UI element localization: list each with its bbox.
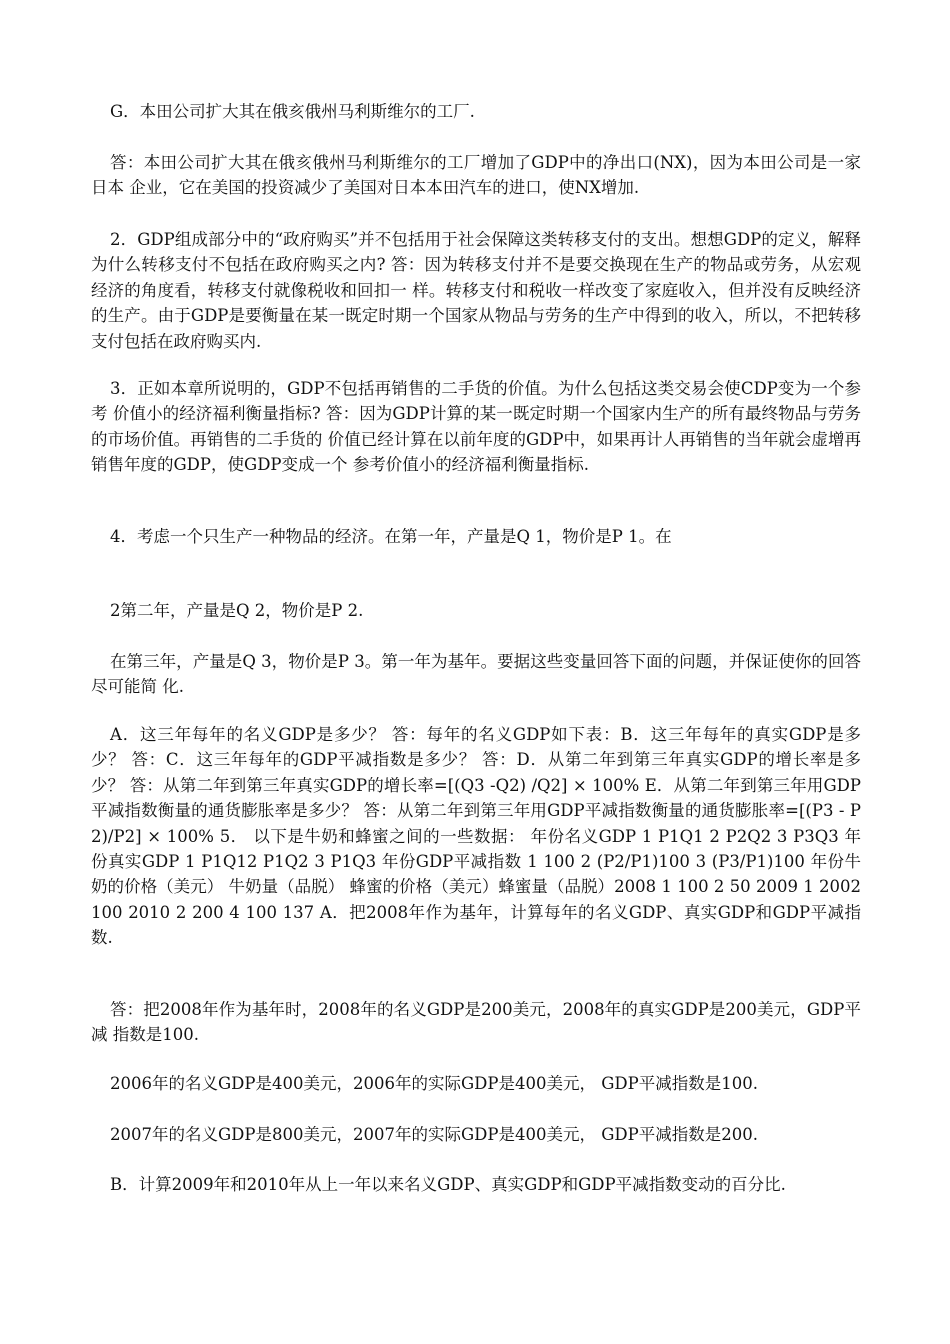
paragraph-answer-2008: 答：把2008年作为基年时，2008年的名义GDP是200美元，2008年的真实GDP是200美元，GDP平减 指数是100. bbox=[91, 1000, 861, 1045]
paragraph-parts-a-to-e-and-question-5: A．这三年每年的名义GDP是多少？ 答：每年的名义GDP如下表：B．这三年每年的真实GDP是多少？ 答：C．这三年每年的GDP平减指数是多少？ 答：D．从第二年到第三年真实GDP的增长率是多少？ 答：从第二年到第三年真实GDP的增长率=[(Q3 -Q2) /Q2] × 100% E．从第二年到第三年用GDP平减指数衡量的通货膨胀率是多少？ 答：从第二年到第三年用GDP平减指数衡量的通货膨胀率=[(P3 - P2)/P2] × 100% 5． 以下是牛奶和蜂蜜之间的一些数据： 年份名义GDP 1 P1Q1 2 P2Q2 3 P3Q3 年份真实GDP 1 P1Q12 P1Q2 3 P1Q3 年份GDP平减指数 1 100 2 (P2/P1)100 3 (P3/P1)100 年份牛奶的价格（美元） 牛奶量（品脱） 蜂蜜的价格（美元）蜂蜜量（品脱）2008 1 100 2 50 2009 1 2002 100 2010 2 200 4 100 137 A．把2008年作为基年，计算每年的名义GDP、真实GDP和GDP平减指数. bbox=[91, 725, 861, 948]
paragraph-question-3: 3．正如本章所说明的，GDP不包括再销售的二手货的价值。为什么包括这类交易会使CDP变为一个参考 价值小的经济福利衡量指标? 答：因为GDP计算的某一既定时期一个国家内生产的所有最终物品与劳务的市场价值。再销售的二手货的 价值已经计算在以前年度的GDP中，如果再计人再销售的当年就会虚增再销售年度的GDP，使GDP变成一个 参考价值小的经济福利衡量指标. bbox=[91, 379, 861, 475]
paragraph-answer-2007: 2007年的名义GDP是800美元，2007年的实际GDP是400美元， GDP平减指数是200. bbox=[110, 1125, 758, 1144]
paragraph-question-4: 4．考虑一个只生产一种物品的经济。在第一年，产量是Q 1，物价是P 1。在 bbox=[110, 527, 672, 546]
paragraph-answer-2006: 2006年的名义GDP是400美元，2006年的实际GDP是400美元， GDP平减指数是100. bbox=[110, 1074, 758, 1093]
paragraph-item-g: G．本田公司扩大其在俄亥俄州马利斯维尔的工厂. bbox=[110, 102, 475, 121]
paragraph-third-year: 在第三年，产量是Q 3，物价是P 3。第一年为基年。要据这些变量回答下面的问题，并保证使你的回答尽可能简 化. bbox=[91, 652, 861, 697]
paragraph-answer-item-g: 答：本田公司扩大其在俄亥俄州马利斯维尔的工厂增加了GDP中的净出口(NX)，因为本田公司是一家日本 企业，它在美国的投资减少了美国对日本本田汽车的进口，使NX增加. bbox=[91, 153, 861, 198]
paragraph-second-year: 2第二年，产量是Q 2，物价是P 2. bbox=[110, 601, 364, 620]
paragraph-question-2: 2．GDP组成部分中的“政府购买”并不包括用于社会保障这类转移支付的支出。想想GDP的定义，解释 为什么转移支付不包括在政府购买之内? 答：因为转移支付并不是要交换现在生产的物品或劳务，从宏观经济的角度看，转移支付就像税收和回扣一 样。转移支付和税收一样改变了家庭收入，但并没有反映经济的生产。由于GDP是要衡量在某一既定时期一个国家从物品与劳务的生产中得到的收入，所以，不把转移支付包括在政府购买内. bbox=[91, 230, 861, 351]
paragraph-part-b: B．计算2009年和2010年从上一年以来名义GDP、真实GDP和GDP平减指数变动的百分比. bbox=[110, 1175, 786, 1194]
